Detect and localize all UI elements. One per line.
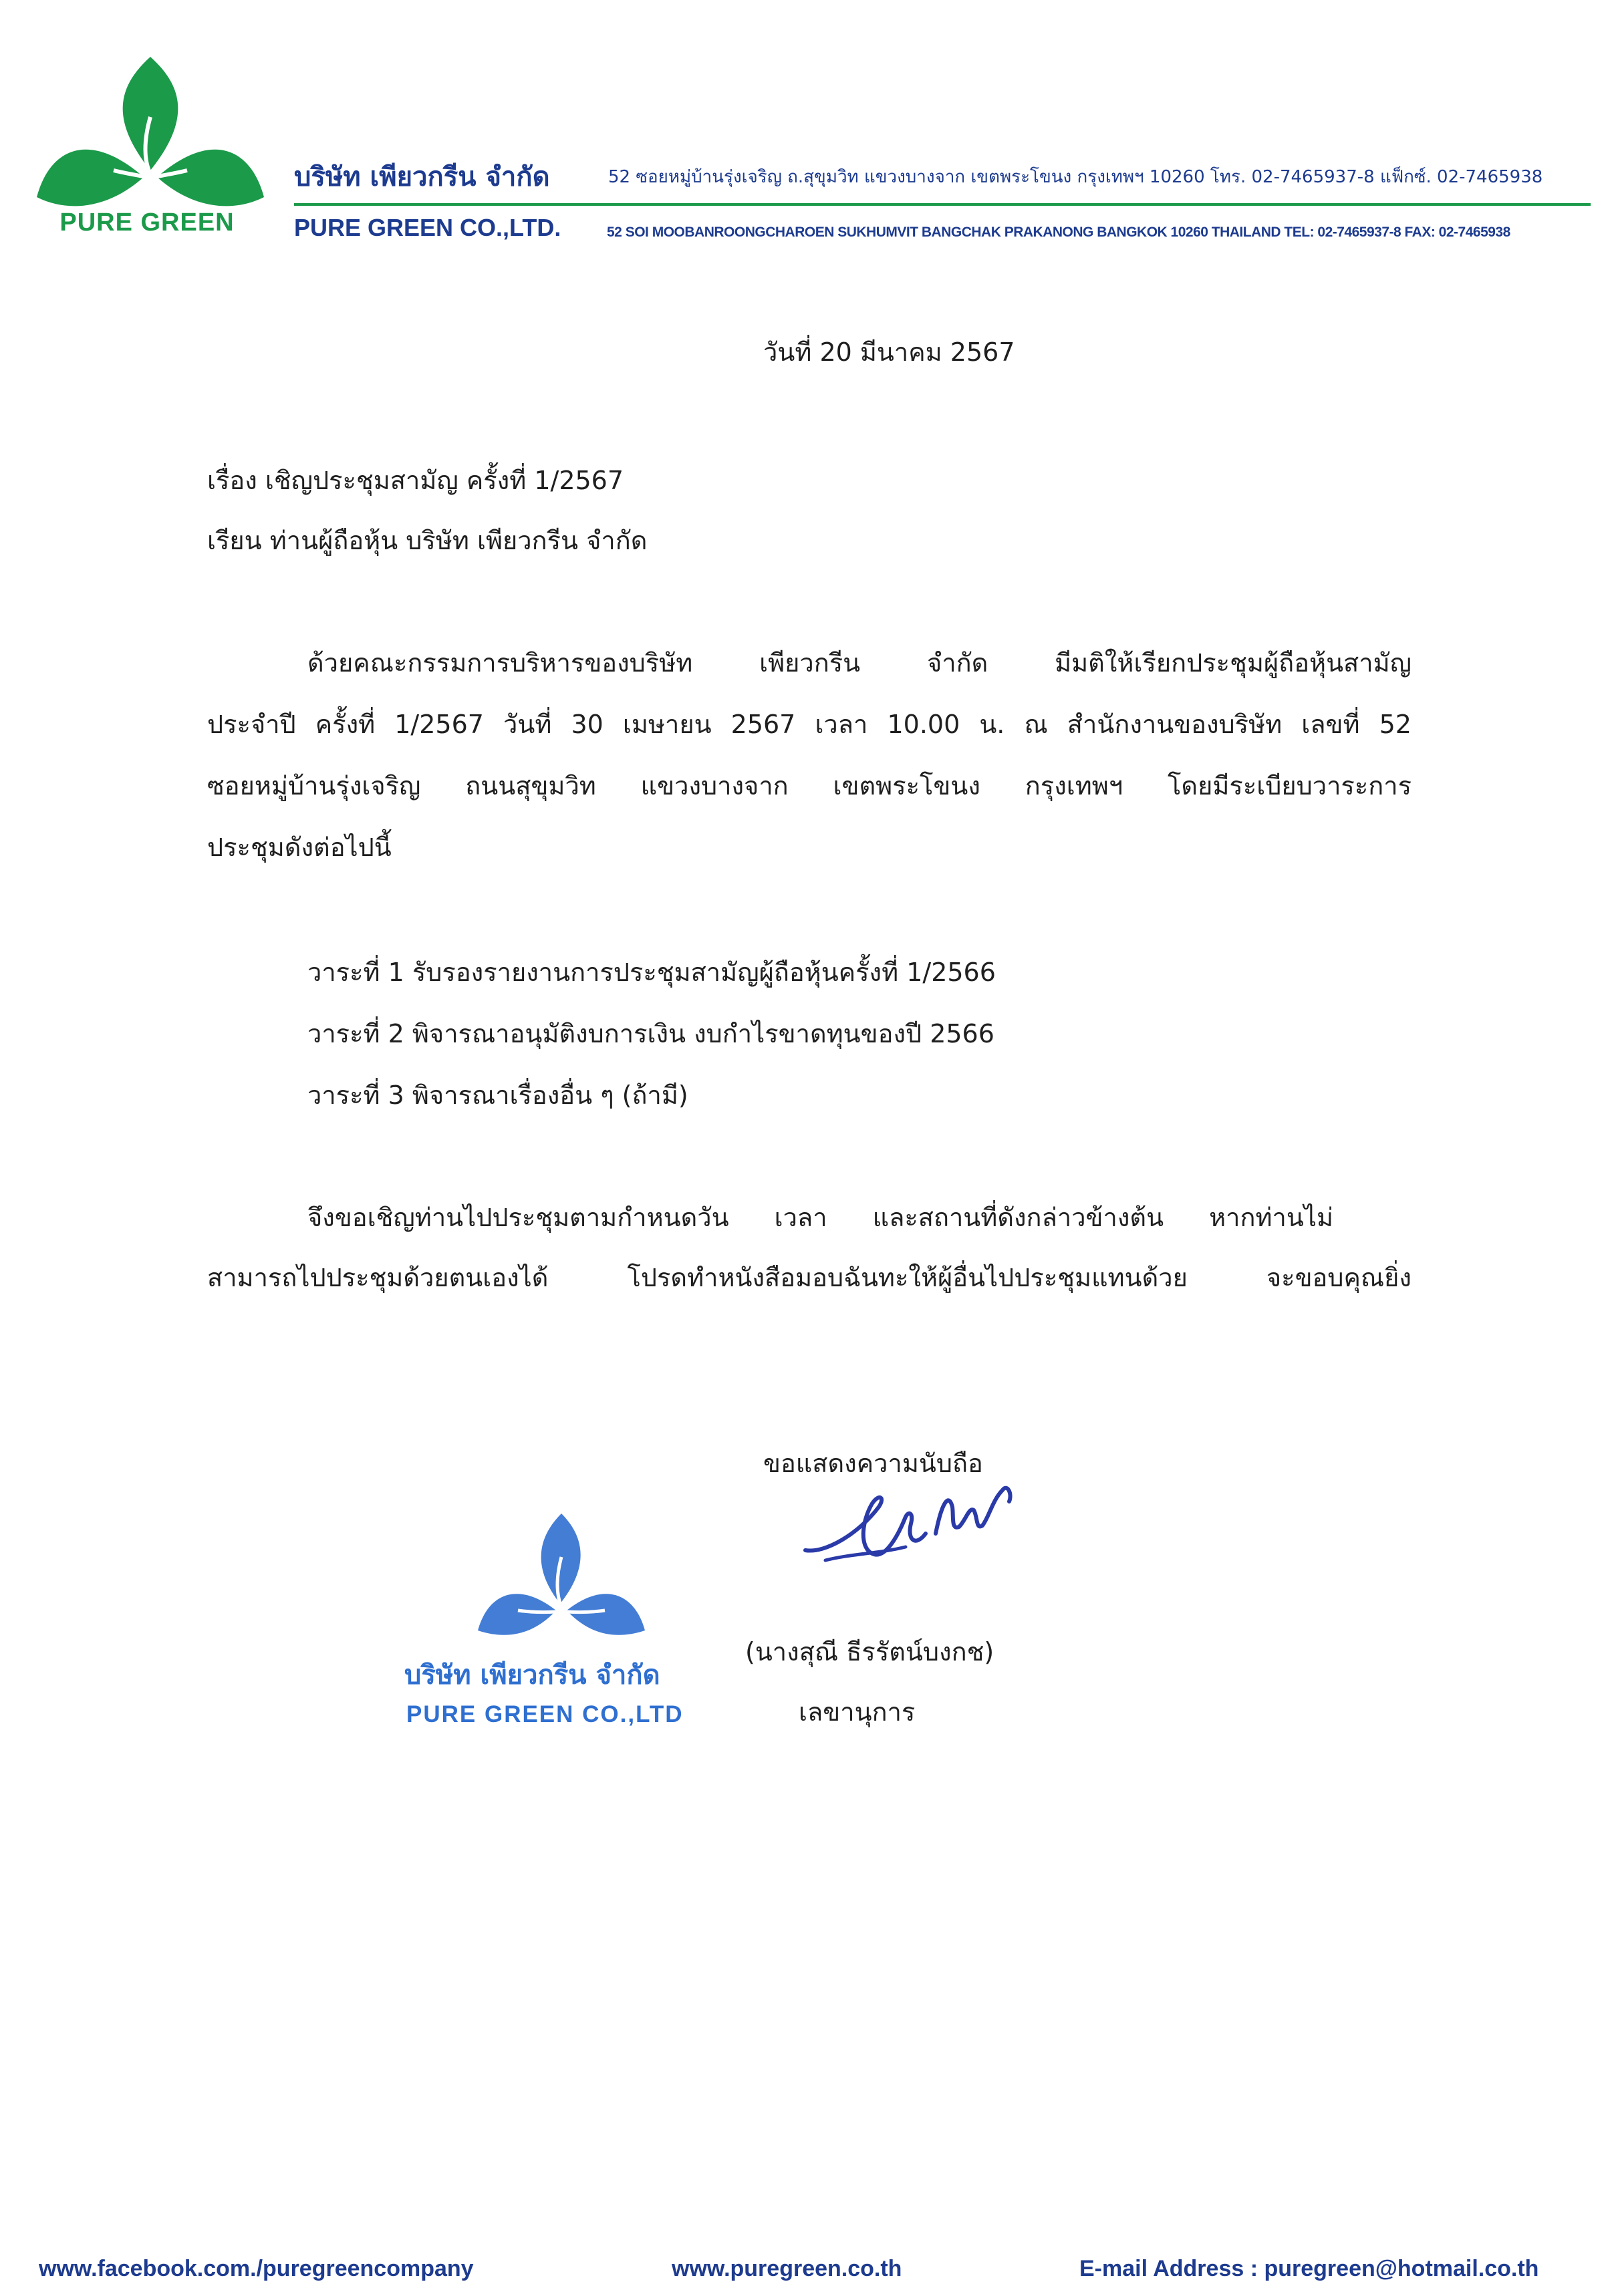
company-address-thai: 52 ซอยหมู่บ้านรุ่งเจริญ ถ.สุขุมวิท แขวงบางจาก เขตพระโขนง กรุงเทพฯ 10260 โทร. 02-7465937-8 แฟ็กซ์. 02-7465938 bbox=[608, 167, 1543, 187]
footer-facebook-link[interactable]: www.facebook.com./puregreencompany bbox=[39, 2256, 474, 2281]
company-address-english: 52 SOI MOOBANROONGCHAROEN SUKHUMVIT BANGCHAK PRAKANONG BANGKOK 10260 THAILAND TEL: 02-7465937-8 FAX: 02-7465938 bbox=[607, 225, 1510, 240]
paragraph-line: ประชุมดังต่อไปนี้ bbox=[207, 833, 392, 862]
company-stamp bbox=[401, 1503, 722, 1737]
agenda-item: วาระที่ 3 พิจารณาเรื่องอื่น ๆ (ถ้ามี) bbox=[307, 1081, 688, 1110]
company-name-thai: บริษัท เพียวกรีน จำกัด bbox=[294, 162, 550, 192]
letter-recipient: เรียน ท่านผู้ถือหุ้น บริษัท เพียวกรีน จำกัด bbox=[207, 526, 648, 555]
svg-text:PURE GREEN CO.,LTD: PURE GREEN CO.,LTD bbox=[406, 1701, 684, 1727]
header-divider bbox=[294, 203, 1591, 206]
agenda-item: วาระที่ 2 พิจารณาอนุมัติงบการเงิน งบกำไรขาดทุนของปี 2566 bbox=[307, 1019, 994, 1048]
paragraph-line: ประจำปี ครั้งที่ 1/2567 วันที่ 30 เมษายน 2567 เวลา 10.00 น. ณ สำนักงานของบริษัท เลขที่ 52 bbox=[207, 710, 1412, 739]
letter-date: วันที่ 20 มีนาคม 2567 bbox=[763, 337, 1015, 367]
agenda-item: วาระที่ 1 รับรองรายงานการประชุมสามัญผู้ถือหุ้นครั้งที่ 1/2566 bbox=[307, 958, 996, 987]
paragraph-line: สามารถไปประชุมด้วยตนเองได้ โปรดทำหนังสือมอบฉันทะให้ผู้อื่นไปประชุมแทนด้วย จะขอบคุณยิ่ง bbox=[207, 1263, 1412, 1292]
footer-website-link[interactable]: www.puregreen.co.th bbox=[672, 2256, 902, 2281]
paragraph-line: ซอยหมู่บ้านรุ่งเจริญ ถนนสุขุมวิท แขวงบางจาก เขตพระโขนง กรุงเทพฯ โดยมีระเบียบวาระการ bbox=[207, 771, 1412, 801]
paragraph-line: จึงขอเชิญท่านไปประชุมตามกำหนดวัน เวลา และสถานที่ดังกล่าวข้างต้น หากท่านไม่ bbox=[307, 1203, 1333, 1232]
logo-label: PURE GREEN bbox=[59, 208, 235, 237]
svg-text:บริษัท เพียวกรีน จำกัด: บริษัท เพียวกรีน จำกัด bbox=[404, 1660, 660, 1691]
paragraph-line: ด้วยคณะกรรมการบริหารของบริษัท เพียวกรีน จำกัด มีมติให้เรียกประชุมผู้ถือหุ้นสามัญ bbox=[307, 648, 1412, 678]
letter-subject: เรื่อง เชิญประชุมสามัญ ครั้งที่ 1/2567 bbox=[207, 466, 624, 495]
footer-email[interactable]: E-mail Address : puregreen@hotmail.co.th bbox=[1079, 2256, 1539, 2281]
handwritten-signature bbox=[799, 1453, 1019, 1580]
letter-closing: ขอแสดงความนับถือ bbox=[763, 1449, 983, 1478]
signer-name: (นางสุณี ธีรรัตน์บงกช) bbox=[745, 1637, 994, 1667]
signer-title: เลขานุการ bbox=[799, 1697, 916, 1727]
company-name-english: PURE GREEN CO.,LTD. bbox=[294, 214, 561, 241]
pure-green-logo-icon bbox=[33, 53, 267, 214]
